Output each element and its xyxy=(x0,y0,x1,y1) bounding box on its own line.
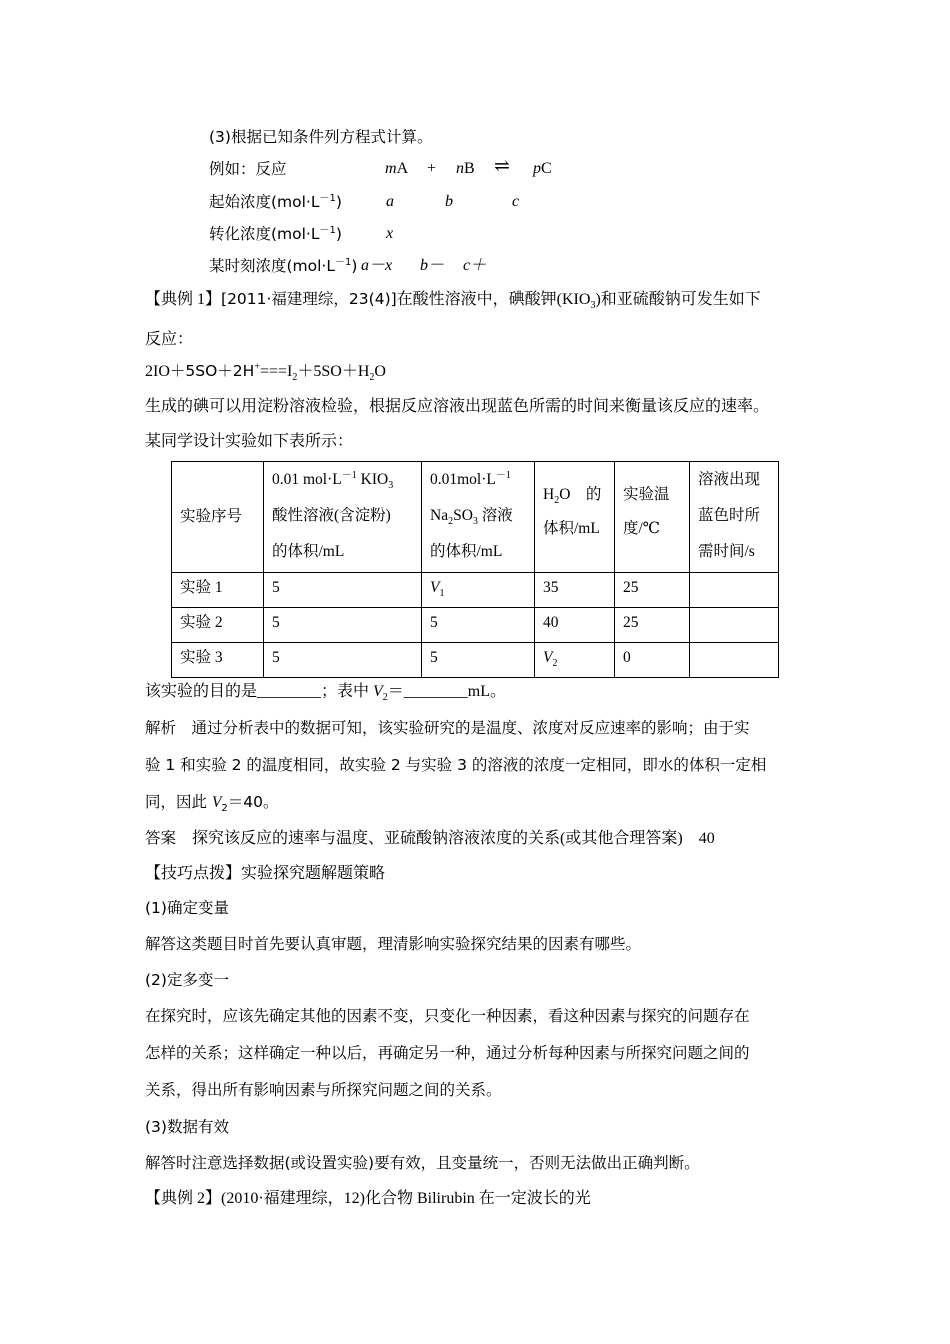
example2-line: 【典例 2】(2010·福建理综，12)化合物 Bilirubin 在一定波长的光 xyxy=(145,1190,591,1207)
tips-p2-text-3: 关系，得出所有影响因素与所探究问题之间的关系。 xyxy=(145,1081,502,1099)
equilibrium-arrow-icon: ⇌ xyxy=(494,156,510,177)
table-cell: 实验 3 xyxy=(172,643,264,678)
reactant-b: nB xyxy=(456,160,475,177)
moment-c: c＋ xyxy=(463,257,487,274)
initial-conc-label: 起始浓度$(mol\cdot L^{-1})$ xyxy=(209,192,342,211)
tips-p3-text: 解答时注意选择数据(或设置实验)要有效，且变量统一，否则无法做出正确判断。 xyxy=(145,1154,700,1172)
table-cell: $V_1$ xyxy=(422,573,535,608)
tips-p2-text-1: 在探究时，应该先确定其他的因素不变，只变化一种因素，看这种因素与探究的问题存在 xyxy=(145,1007,750,1025)
tips-p2-text-2: 怎样的关系；这样确定一种以后，再确定另一种，通过分析每种因素与所探究问题之间的 xyxy=(145,1044,750,1062)
table-cell xyxy=(690,643,779,678)
table-cell: $V_2$ xyxy=(535,643,615,678)
table-cell xyxy=(690,608,779,643)
experiment-table xyxy=(171,461,779,678)
analysis-line-3: 同，因此 $V_2=40$。 xyxy=(145,793,279,815)
table-row xyxy=(172,643,779,678)
tips-p1-text: 解答这类题目时首先要认真审题，理清影响实验探究结果的因素有哪些。 xyxy=(145,935,642,953)
step3-title: (3)根据已知条件列方程式计算。 xyxy=(209,128,433,146)
table-cell: 5 xyxy=(264,573,422,608)
header-na2so3: $0.01mol\cdot L^{-1}$ $Na_2SO_3$ 溶液 的体积/mL xyxy=(422,462,535,573)
example-label: 例如：反应 xyxy=(209,160,287,178)
moment-conc-label: 某时刻浓度$(mol\cdot L^{-1})$ xyxy=(209,256,358,275)
answer-line: 答案 探究该反应的速率与温度、亚硫酸钠溶液浓度的关系(或其他合理答案) 40 xyxy=(145,829,715,847)
header-temp: 实验温 度/℃ xyxy=(615,462,690,573)
table-header-row xyxy=(172,462,779,573)
table-cell xyxy=(690,573,779,608)
plus-sign: + xyxy=(427,160,437,177)
tips-p1-title: (1)确定变量 xyxy=(145,899,229,917)
product-c: pC xyxy=(533,160,552,177)
table-cell: 5 xyxy=(264,643,422,678)
header-kio3: 0.01 $mol\cdot L^{-1}$ $KIO_3$ 酸性溶液(含淀粉) 的体积/mL xyxy=(264,462,422,573)
tips-p3-title: (3)数据有效 xyxy=(145,1118,229,1136)
table-cell: 实验 2 xyxy=(172,608,264,643)
analysis-line-1: 解析 通过分析表中的数据可知，该实验研究的是温度、浓度对反应速率的影响；由于实 xyxy=(145,719,750,737)
header-exp-no: 实验序号 xyxy=(172,462,264,573)
table-cell: 25 xyxy=(615,608,690,643)
example1-heading: 【典例 1】[2011·福建理综，23(4)]在酸性溶液中，碘酸钾$(KIO_3)$和亚硫酸钠可发生如下 xyxy=(145,290,761,312)
converted-conc-label: 转化浓度$(mol\cdot L^{-1})$ xyxy=(209,224,342,243)
moment-b: b－ xyxy=(420,257,445,274)
tips-p2-title: (2)定多变一 xyxy=(145,971,229,989)
table-intro: 某同学设计实验如下表所示： xyxy=(145,433,354,450)
table-cell: 5 xyxy=(264,608,422,643)
reaction-equation: $2IO+5SO+2H^+===I_2+5SO+H_2O$ xyxy=(145,361,386,384)
table-row xyxy=(172,573,779,608)
moment-a: a－x xyxy=(361,257,393,274)
table-cell: 40 xyxy=(535,608,615,643)
question-line: 该实验的目的是________；表中 $V_2=\_\_\_\_\_\_\_\_mL$。 xyxy=(145,683,507,704)
table-cell: 35 xyxy=(535,573,615,608)
table-cell: 实验 1 xyxy=(172,573,264,608)
initial-b: b xyxy=(445,193,453,210)
initial-a: a xyxy=(386,193,394,210)
example1-reaction-label: 反应： xyxy=(145,331,194,348)
iodine-detection-text: 生成的碘可以用淀粉溶液检验，根据反应溶液出现蓝色所需的时间来衡量该反应的速率。 xyxy=(145,398,770,415)
initial-c: c xyxy=(512,193,520,210)
table-cell: 5 xyxy=(422,643,535,678)
reactant-a: mA xyxy=(385,160,409,177)
tips-title: 【技巧点拨】实验探究题解题策略 xyxy=(145,865,386,882)
table-cell: 5 xyxy=(422,608,535,643)
analysis-line-2: 验 1 和实验 2 的温度相同，故实验 2 与实验 3 的溶液的浓度一定相同，即水的体积一定相 xyxy=(145,756,767,774)
table-cell: 25 xyxy=(615,573,690,608)
header-h2o: $H_2O$ 的 体积/mL xyxy=(535,462,615,573)
header-time: 溶液出现 蓝色时所 需时间/s xyxy=(690,462,779,573)
table-row xyxy=(172,608,779,643)
converted-x: x xyxy=(386,225,394,242)
table-cell: 0 xyxy=(615,643,690,678)
